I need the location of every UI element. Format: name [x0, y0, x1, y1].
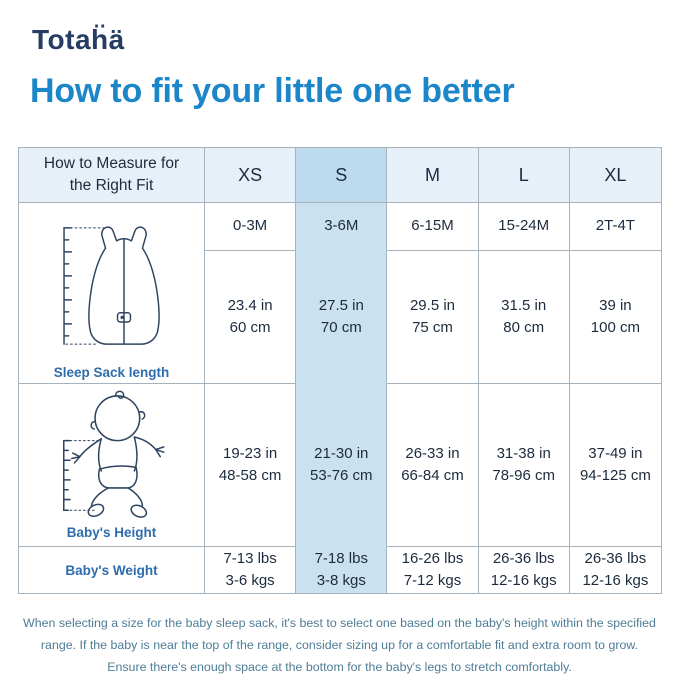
height-cm: 66-84 cm [401, 467, 464, 484]
ruler-icon [64, 228, 105, 344]
note-line-1: When selecting a size for the baby sleep sack, it's best to select one based on the baby's height within the specified [23, 616, 656, 630]
baby-weight-label: Baby's Weight [65, 562, 158, 578]
sleep-sack-measure-cell [19, 203, 205, 384]
size-header-xl: XL [570, 148, 661, 203]
corner-header-cell [19, 148, 205, 203]
note-line-3: Ensure there's enough space at the bottom for the baby's legs to stretch comfortably. [107, 660, 572, 675]
weight-cell-xs [205, 547, 296, 593]
size-header-xs: XS [205, 148, 296, 203]
height-cm: 94-125 cm [579, 467, 651, 484]
baby-height-label: Baby's Height [66, 524, 157, 540]
weight-lbs: 26-36 lbs [492, 549, 555, 567]
length-cell-l [479, 251, 570, 384]
height-cell-l [479, 384, 570, 547]
length-cell-m [387, 251, 478, 384]
height-in: 37-49 in [588, 444, 643, 462]
baby-illustration [32, 387, 192, 521]
sizing-note [0, 612, 679, 678]
sleep-sack-outline [88, 227, 158, 344]
length-cm: 60 cm [229, 319, 271, 336]
weight-cell-l [479, 547, 570, 593]
length-cell-xl [570, 251, 661, 384]
age-cell-xs: 0-3M [205, 203, 296, 251]
weight-kgs: 3-6 kgs [225, 572, 275, 589]
age-cell-s: 3-6M [296, 203, 387, 251]
length-cm: 80 cm [503, 319, 545, 336]
weight-lbs: 16-26 lbs [401, 549, 464, 567]
sleep-sack-illustration [32, 215, 192, 361]
height-cell-xs [205, 384, 296, 547]
height-in: 19-23 in [222, 444, 278, 462]
height-cm: 48-58 cm [218, 467, 282, 484]
length-in: 31.5 in [501, 296, 547, 314]
height-cell-m [387, 384, 478, 547]
height-cm: 53-76 cm [310, 467, 373, 484]
weight-kgs: 3-8 kgs [316, 572, 366, 589]
height-in: 31-38 in [496, 444, 551, 462]
height-in: 21-30 in [314, 444, 369, 462]
weight-kgs: 7-12 kgs [403, 572, 462, 589]
length-cell-xs [205, 251, 296, 384]
age-cell-m: 6-15M [387, 203, 478, 251]
height-in: 26-33 in [405, 444, 460, 462]
length-cm: 70 cm [320, 319, 362, 336]
age-cell-l: 15-24M [479, 203, 570, 251]
weight-cell-xl [570, 547, 661, 593]
baby-outline [71, 391, 163, 519]
corner-header-text: How to Measure for the Right Fit [43, 155, 180, 194]
length-in: 27.5 in [318, 296, 364, 314]
note-line-2: range. If the baby is near the top of the range, consider sizing up for a comfortable fit and extra room to grow. [40, 638, 639, 653]
size-chart-table [18, 147, 662, 594]
sleep-sack-length-label: Sleep Sack length [53, 364, 170, 380]
baby-weight-label-cell [19, 547, 205, 593]
length-in: 23.4 in [227, 296, 273, 314]
weight-kgs: 12-16 kgs [582, 572, 649, 589]
height-cm: 78-96 cm [492, 467, 555, 484]
length-cm: 75 cm [412, 319, 453, 336]
baby-height-measure-cell [19, 384, 205, 547]
height-cell-s [296, 384, 387, 547]
weight-cell-m [387, 547, 478, 593]
size-header-l: L [479, 148, 570, 203]
brand-logo: Totaḧä [32, 24, 125, 55]
weight-cell-s [296, 547, 387, 593]
weight-lbs: 7-13 lbs [223, 549, 277, 567]
weight-lbs: 26-36 lbs [584, 549, 647, 567]
length-in: 29.5 in [409, 296, 456, 314]
length-cell-s [296, 251, 387, 384]
weight-lbs: 7-18 lbs [314, 549, 368, 567]
size-header-m: M [387, 148, 478, 203]
age-cell-xl: 2T-4T [570, 203, 661, 251]
height-cell-xl [570, 384, 661, 547]
ruler-icon [63, 440, 97, 510]
length-cm: 100 cm [590, 319, 640, 336]
length-in: 39 in [599, 296, 632, 314]
weight-kgs: 12-16 kgs [490, 572, 557, 589]
size-header-s: S [296, 148, 387, 203]
page-title: How to fit your little one better [30, 72, 515, 110]
